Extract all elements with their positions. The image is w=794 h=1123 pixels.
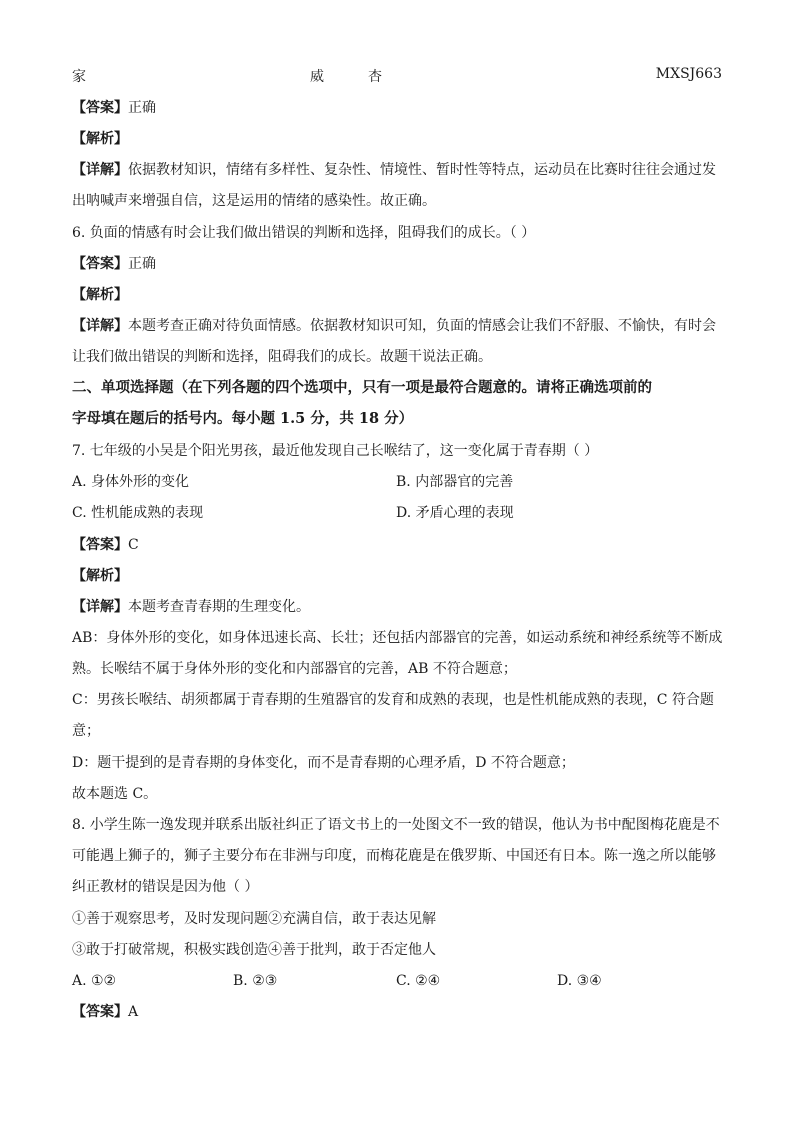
section-heading-line-1: 二、单项选择题（在下列各题的四个选项中，只有一项是最符合题意的。请将正确选项前的 (72, 379, 652, 396)
q7-answer: 【答案】C (72, 537, 139, 553)
q7-conclusion: 故本题选 C。 (72, 786, 158, 802)
header-left-char: 家 (72, 69, 86, 85)
header-code: MXSJ663 (655, 66, 722, 82)
q6-analysis-label: 【解析】 (72, 287, 128, 303)
page-header (72, 66, 722, 86)
q7-option-d: D. 矛盾心理的表现 (396, 505, 514, 521)
q6-stem: 6. 负面的情感有时会让我们做出错误的判断和选择，阻碍我们的成长。（ ） (72, 225, 536, 241)
q7-d-line: D：题干提到的是青春期的身体变化，而不是青春期的心理矛盾，D 不符合题意； (72, 755, 575, 771)
answer-label: 【答案】 (72, 100, 128, 116)
q7-analysis-label: 【解析】 (72, 568, 128, 584)
q5-detail-line-2: 出呐喊声来增强自信，这是运用的情绪的感染性。故正确。 (72, 193, 436, 209)
q5-analysis-label: 【解析】 (72, 131, 128, 147)
q8-choice-line-2: ③敢于打破常规，积极实践创造④善于批判，敢于否定他人 (72, 942, 436, 958)
q8-option-c: C. ②④ (396, 973, 441, 989)
q7-option-a: A. 身体外形的变化 (72, 474, 190, 490)
q8-choice-line-1: ①善于观察思考，及时发现问题②充满自信，敢于表达见解 (72, 911, 436, 927)
q5-detail-line-1: 【详解】依据教材知识，情绪有多样性、复杂性、情境性、暂时性等特点，运动员在比赛时往往会通过发 (72, 162, 716, 178)
q8-stem-line-3: 纠正教材的错误是因为他（ ） (72, 879, 259, 895)
q7-c-line-2: 意； (72, 723, 100, 739)
q6-detail-line-2: 让我们做出错误的判断和选择，阻碍我们的成长。故题干说法正确。 (72, 349, 492, 365)
q7-stem: 7. 七年级的小吴是个阳光男孩，最近他发现自己长喉结了，这一变化属于青春期（ ） (72, 443, 599, 459)
q8-option-a: A. ①② (72, 973, 117, 989)
q7-ab-line-2: 熟。长喉结不属于身体外形的变化和内部器官的完善，AB 不符合题意； (72, 661, 517, 677)
q5-answer (72, 98, 156, 118)
q6-detail-line-1: 【详解】本题考查正确对待负面情感。依据教材知识可知，负面的情感会让我们不舒服、不愉快，有时会 (72, 318, 716, 334)
header-mid-char-1: 威 (310, 69, 324, 85)
q7-option-b: B. 内部器官的完善 (396, 474, 514, 490)
section-heading-line-2: 字母填在题后的括号内。每小题 1.5 分，共 18 分） (72, 410, 414, 427)
q8-stem-line-2: 可能遇上狮子的，狮子主要分布在非洲与印度，而梅花鹿是在俄罗斯、中国还有日本。陈一逸之所以能够 (72, 848, 716, 864)
q7-detail-line-1: 【详解】本题考查青春期的生理变化。 (72, 599, 310, 615)
q7-ab-line-1: AB：身体外形的变化，如身体迅速长高、长壮；还包括内部器官的完善，如运动系统和神经系统等不断成 (72, 630, 723, 646)
q8-answer: 【答案】A (72, 1004, 139, 1020)
q8-option-b: B. ②③ (233, 973, 278, 989)
q7-option-c: C. 性机能成熟的表现 (72, 505, 204, 521)
q8-option-d: D. ③④ (557, 973, 602, 989)
q6-answer: 【答案】正确 (72, 256, 156, 272)
header-mid-char-2: 杏 (368, 69, 382, 85)
q7-c-line-1: C：男孩长喉结、胡须都属于青春期的生殖器官的发育和成熟的表现，也是性机能成熟的表现，C 符合题 (72, 692, 714, 708)
q8-stem-line-1: 8. 小学生陈一逸发现并联系出版社纠正了语文书上的一处图文不一致的错误，他认为书中配图梅花鹿是不 (72, 817, 720, 833)
answer-value: 正确 (128, 100, 156, 116)
